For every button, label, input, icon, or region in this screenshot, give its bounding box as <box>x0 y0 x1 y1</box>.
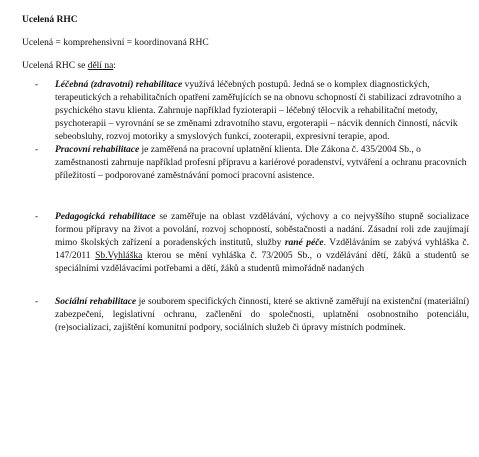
text-pedagogical-c: kterou se mění vyhláška č. 73/2005 Sb., o vzdělávání dětí, žáků a studentů se speciálními vzdělávacími potřebami a dětí, žáků a studentů mimořádně nadaných <box>55 251 469 274</box>
term-social: Sociální rehabilitace <box>55 297 137 307</box>
intro-underlined: dělí na <box>87 61 114 71</box>
document-subtitle: Ucelená = komprehensivní = koordinovaná RHC <box>22 38 209 48</box>
text-work: je zaměřená na pracovní uplatnění klienta. Dle Zákona č. 435/2004 Sb., o zaměstnanosti zahrnuje například profesní přípravu a kariérové poradenství, vytváření a ochranu pracovních příležitostí – podporované zaměstnávání pomocí pracovní asistence. <box>55 145 467 181</box>
text-social: je souborem specifických činností, které se aktivně zaměřují na existenční (materiální) zabezpečení, legislativní ochranu, začlenění do společnosti, uplatnění osobnostního potenciálu, (re)socializaci, zajištění komunitní podpory, sociálních služeb či úpravy místních podmínek. <box>55 297 469 333</box>
bullet-dash: - <box>35 297 39 307</box>
bullet-dash: - <box>35 80 39 90</box>
text-pedagogical-b: . Vzděláváním se zabývá vyhláška č. 147/2011 <box>55 238 470 261</box>
rehabilitation-list <box>22 79 469 335</box>
term-work: Pracovní rehabilitace <box>55 145 140 155</box>
intro-line <box>22 60 469 73</box>
list-item-pedagogical <box>22 211 469 276</box>
document-title: Ucelená RHC <box>22 15 78 25</box>
term-medical: Léčebná (zdravotní) rehabilitace <box>55 80 183 90</box>
text-pedagogical-italic: rané péče <box>284 238 324 248</box>
list-item-work <box>22 144 469 183</box>
bullet-dash: - <box>35 145 39 155</box>
bullet-dash: - <box>35 212 39 222</box>
intro-prefix: Ucelená RHC se <box>22 61 88 71</box>
term-pedagogical: Pedagogická rehabilitace <box>55 212 156 222</box>
text-pedagogical-a: se zaměřuje na oblast vzdělávání, výchovy a co nejvyššího stupně socializace formou přípravy na život a povolání, rozvoj schopností, soběstačnosti a nadání. Zásadní roli zde zaujímají mimo školských zařízení a poradenských institutů, služby <box>55 212 469 248</box>
list-item-social <box>22 296 469 335</box>
text-medical: využívá léčebných postupů. Jedná se o komplex diagnostických, terapeutických a rehabilitačních opatření zaměřujících se na obnovu schopností či stabilizaci zdravotního a psychického stavu klienta. Zahrnuje například fyzioterapii – léčebný tělocvik a rehabilitační metody, psychoterapii – vyrovnání se se změnami zdravotního stavu, ergoterapii – nácvik denních činností, nácvik sebeobsluhy, rozvoj motoriky a smyslových funkcí, zooterapii, expresivní terapie, apod. <box>55 80 462 142</box>
intro-suffix: : <box>113 61 116 71</box>
text-pedagogical-underlined: Sb.Vyhláška <box>95 251 143 261</box>
list-item-medical <box>22 79 469 144</box>
